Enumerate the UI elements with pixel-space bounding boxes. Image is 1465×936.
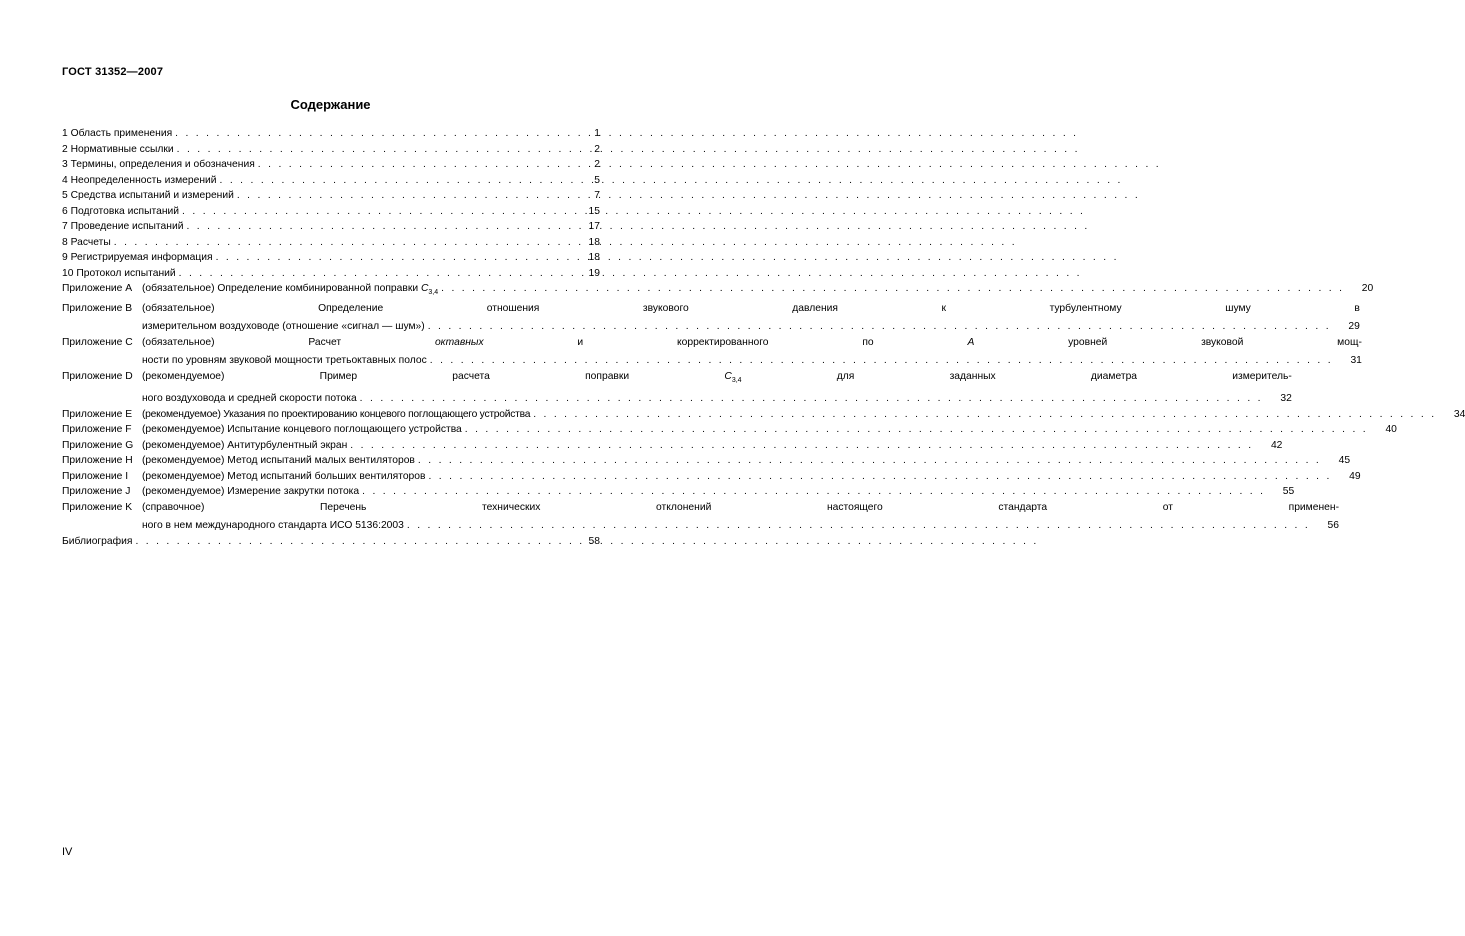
dot-leader	[362, 484, 1265, 500]
dot-leader	[430, 353, 1333, 369]
appendix-title-line-1: (обязательное) Определение отношения звукового давления к турбулентному шуму в	[142, 302, 1360, 314]
toc-entry-label: 10 Протокол испытаний	[62, 267, 176, 279]
toc-entry-label: Библиография	[62, 535, 133, 547]
toc-entry-page: 19	[588, 267, 600, 279]
toc-entry-2[interactable]	[62, 142, 600, 158]
appendix-prefix: Приложение A	[62, 283, 133, 294]
toc-appendix-j[interactable]	[62, 484, 1295, 500]
toc-appendix-e[interactable]	[62, 407, 1465, 423]
toc-entry-3[interactable]	[62, 157, 600, 173]
toc-appendix-i[interactable]	[62, 469, 1361, 485]
appendix-page: 40	[1385, 424, 1397, 436]
dot-leader	[428, 469, 1331, 485]
toc-appendix-h[interactable]	[62, 453, 1351, 469]
appendix-prefix: Приложение G	[62, 439, 134, 451]
table-of-contents	[62, 126, 1465, 549]
appendix-prefix: Приложение J	[62, 486, 131, 498]
toc-entry-label: 4 Неопределенность измерений	[62, 174, 217, 186]
dot-leader	[135, 534, 571, 550]
appendix-page: 56	[1327, 520, 1340, 532]
dot-leader	[175, 126, 571, 142]
appendix-title-line-2: измерительном воздуховоде (отношение «сигнал — шум»)	[142, 321, 425, 333]
toc-appendix-b[interactable]	[62, 301, 1360, 335]
toc-entry-page: 18	[588, 236, 600, 248]
dot-leader	[418, 453, 1321, 469]
dot-leader	[177, 142, 571, 158]
appendix-title: (рекомендуемое) Указания по проектированию концевого поглощающего устройства	[142, 408, 531, 420]
toc-entry-label: 2 Нормативные ссылки	[62, 143, 174, 155]
toc-entry-6[interactable]	[62, 204, 600, 220]
appendix-title: (рекомендуемое) Метод испытаний малых вентиляторов	[142, 455, 415, 467]
appendix-title-line-1: (обязательное) Расчет октавных и корректированного по A уровней звуковой мощ-	[142, 336, 1362, 348]
appendix-prefix: Приложение E	[62, 408, 133, 420]
dot-leader	[114, 235, 571, 251]
appendix-title-line-1: (справочное) Перечень технических отклонений настоящего стандарта от применен-	[142, 501, 1340, 513]
toc-entry-page: 58	[588, 535, 600, 547]
appendix-page: 42	[1270, 439, 1283, 451]
dot-leader	[441, 281, 1344, 297]
toc-entry-label: 6 Подготовка испытаний	[62, 205, 180, 217]
toc-entry-label: 9 Регистрируемая информация	[62, 252, 213, 263]
toc-entry-page: 17	[588, 221, 600, 232]
appendix-page: 32	[1280, 393, 1292, 405]
appendix-prefix: Приложение K	[62, 501, 133, 513]
toc-entry-10[interactable]	[62, 266, 600, 282]
toc-entry-page: 2	[594, 143, 600, 155]
toc-entry-8[interactable]	[62, 235, 600, 251]
toc-appendix-d[interactable]	[62, 369, 1292, 407]
dot-leader	[465, 422, 1368, 438]
dot-leader	[533, 407, 1436, 423]
dot-leader	[216, 250, 571, 266]
dot-leader	[186, 219, 571, 235]
toc-entry-page: 5	[594, 174, 600, 186]
toc-entry-5[interactable]	[62, 188, 600, 204]
appendix-title: (рекомендуемое) Антитурбулентный экран	[142, 439, 348, 451]
appendix-prefix: Приложение F	[62, 424, 132, 436]
appendix-page: 34	[1453, 408, 1465, 420]
appendix-page: 45	[1338, 455, 1351, 467]
toc-entry-page: 2	[594, 159, 600, 170]
toc-entry-label: 5 Средства испытаний и измерений	[62, 190, 234, 201]
toc-appendix-f[interactable]	[62, 422, 1397, 438]
appendix-page: 49	[1349, 470, 1361, 482]
appendix-title: (рекомендуемое) Метод испытаний больших вентиляторов	[142, 470, 426, 482]
document-code: ГОСТ 31352—2007	[62, 66, 164, 78]
dot-leader	[179, 266, 571, 282]
toc-appendix-a[interactable]	[62, 281, 1374, 301]
dot-leader	[360, 391, 1263, 407]
toc-entry-page: 7	[594, 190, 600, 201]
appendix-prefix: Приложение C	[62, 336, 133, 348]
appendix-page: 55	[1282, 486, 1295, 498]
toc-entry-page: 1	[594, 128, 600, 139]
dot-leader	[428, 319, 1331, 335]
appendix-prefix: Приложение B	[62, 302, 133, 314]
toc-appendix-k[interactable]	[62, 500, 1340, 534]
appendix-prefix: Приложение I	[62, 470, 129, 482]
dot-leader	[350, 438, 1253, 454]
appendix-page: 31	[1350, 355, 1362, 367]
dot-leader	[220, 173, 571, 189]
appendix-page: 29	[1348, 321, 1360, 333]
toc-entry-page: 15	[588, 205, 600, 217]
dot-leader	[407, 518, 1310, 534]
appendix-prefix: Приложение H	[62, 455, 133, 467]
toc-appendix-c[interactable]	[62, 335, 1362, 369]
page-number: IV	[62, 846, 73, 858]
toc-entry-bibliography[interactable]	[62, 534, 600, 550]
appendix-prefix: Приложение D	[62, 370, 133, 382]
appendix-title-line-2: ности по уровням звуковой мощности третьоктавных полос	[142, 355, 427, 367]
toc-entry-4[interactable]	[62, 173, 600, 189]
appendix-title: (рекомендуемое) Измерение закрутки потока	[142, 486, 360, 498]
toc-entry-label: 8 Расчеты	[62, 236, 111, 248]
toc-entry-label: 1 Область применения	[62, 128, 173, 139]
dot-leader	[182, 204, 571, 220]
appendix-title-line-2: ного воздуховода и средней скорости потока	[142, 393, 357, 405]
toc-entry-7[interactable]	[62, 219, 600, 235]
dot-leader	[237, 188, 571, 204]
appendix-title: (обязательное) Определение комбинированной поправки $C_{3,4}$	[142, 283, 439, 297]
toc-appendix-g[interactable]	[62, 438, 1283, 454]
toc-entry-label: 3 Термины, определения и обозначения	[62, 159, 255, 170]
toc-entry-9[interactable]	[62, 250, 600, 266]
toc-entry-label: 7 Проведение испытаний	[62, 221, 184, 232]
appendix-title-line-2: ного в нем международного стандарта ИСО 5136:2003	[142, 520, 404, 532]
toc-entry-page: 18	[588, 252, 600, 263]
toc-entry-1[interactable]	[62, 126, 600, 142]
appendix-page: 20	[1361, 283, 1374, 294]
appendix-title: (рекомендуемое) Испытание концевого поглощающего устройства	[142, 424, 462, 436]
appendix-title-line-1: (рекомендуемое) Пример расчета поправки $C_{3,4}$ для заданных диаметра измеритель-	[142, 370, 1292, 384]
dot-leader	[258, 157, 571, 173]
toc-title: Содержание	[290, 97, 371, 112]
